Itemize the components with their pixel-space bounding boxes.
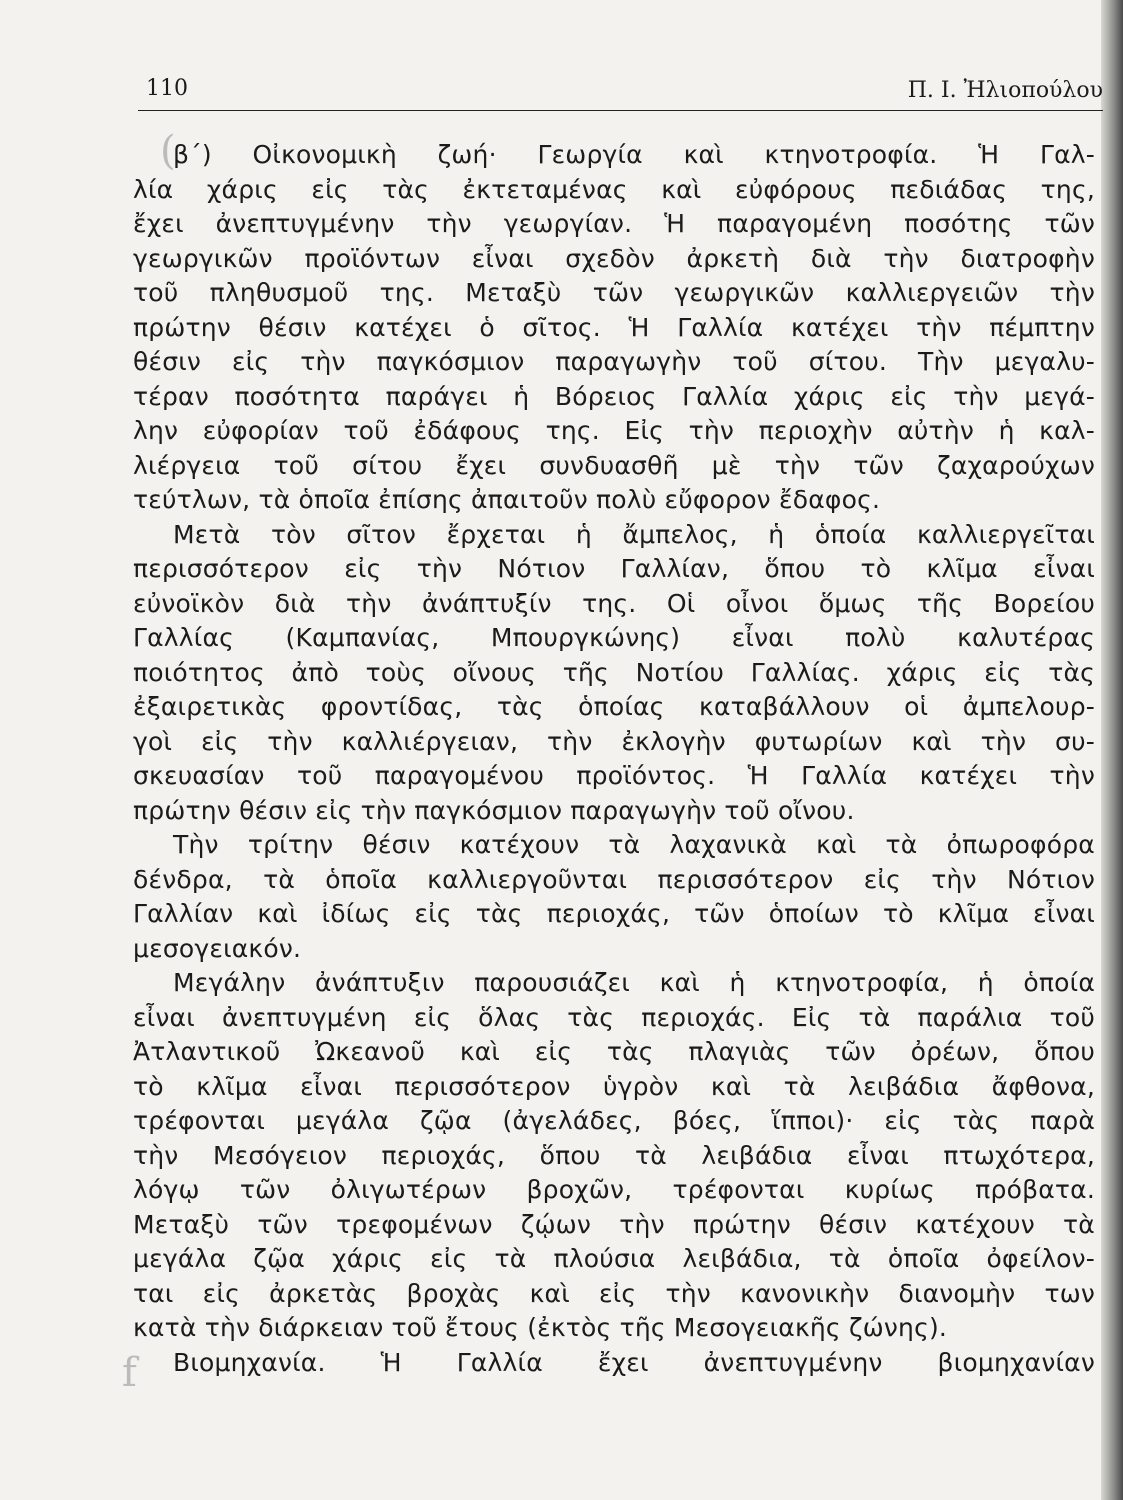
text-line: τὴν Μεσόγειον περιοχάς, ὅπου τὰ λειβάδια εἶναι πτωχότερα, <box>133 1140 1095 1170</box>
text-line: ται εἰς ἀρκετὰς βροχὰς καὶ εἰς τὴν κανονικὴν διανομὴν των <box>133 1278 1095 1308</box>
text-line: Γαλλίαν καὶ ἰδίως εἰς τὰς περιοχάς, τῶν ὁποίων τὸ κλῖμα εἶναι <box>133 899 1095 928</box>
text-line: Μεταξὺ τῶν τρεφομένων ζῴων τὴν πρώτην θέσιν κατέχουν τὰ <box>133 1209 1095 1239</box>
text-line: Μεγάλην ἀνάπτυξιν παρουσιάζει καὶ ἡ κτηνοτροφία, ἡ ὁποία <box>173 968 1095 997</box>
text-line: β΄) Οἰκονομικὴ ζωή· Γεωργία καὶ κτηνοτροφία. Ἡ Γαλ- <box>173 140 1095 169</box>
running-head: Π. Ι. Ἠλιοπούλου <box>907 78 1103 103</box>
text-line: εἶναι ἀνεπτυγμένη εἰς ὅλας τὰς περιοχάς. Εἰς τὰ παράλια τοῦ <box>133 1002 1095 1032</box>
text-line: δένδρα, τὰ ὁποῖα καλλιεργοῦνται περισσότερον εἰς τὴν Νότιον <box>133 864 1095 894</box>
header-rule <box>138 110 1103 111</box>
text-line: τεύτλων, τὰ ὁποῖα ἐπίσης ἀπαιτοῦν πολὺ εὔφορον ἔδαφος. <box>133 485 881 514</box>
page-number: 110 <box>146 76 188 101</box>
text-line: κατὰ τὴν διάρκειαν τοῦ ἔτους (ἐκτὸς τῆς Μεσογειακῆς ζώνης). <box>133 1313 948 1342</box>
text-line: πρώτην θέσιν κατέχει ὁ σῖτος. Ἡ Γαλλία κατέχει τὴν πέμπτην <box>133 312 1095 342</box>
text-line: τοῦ πληθυσμοῦ της. Μεταξὺ τῶν γεωργικῶν καλλιεργειῶν τὴν <box>133 278 1095 307</box>
text-line: τὸ κλῖμα εἶναι περισσότερον ὑγρὸν καὶ τὰ λειβάδια ἄφθονα, <box>133 1071 1095 1101</box>
page-header <box>138 72 1103 108</box>
text-line: λιέργεια τοῦ σίτου ἔχει συνδυασθῆ μὲ τὴν τῶν ζαχαρούχων <box>133 450 1095 480</box>
text-line: μεγάλα ζῷα χάρις εἰς τὰ πλούσια λειβάδια, τὰ ὁποῖα ὀφείλον- <box>133 1244 1095 1273</box>
text-line: ἐξαιρετικὰς φροντίδας, τὰς ὁποίας καταβάλλουν οἱ ἀμπελουρ- <box>133 692 1095 721</box>
text-line: Ἀτλαντικοῦ Ὠκεανοῦ καὶ εἰς τὰς πλαγιὰς τῶν ὀρέων, ὅπου <box>133 1037 1095 1066</box>
text-line: λην εὐφορίαν τοῦ ἐδάφους της. Εἰς τὴν περιοχὴν αὐτὴν ἡ καλ- <box>133 416 1095 445</box>
text-line: περισσότερον εἰς τὴν Νότιον Γαλλίαν, ὅπου τὸ κλῖμα εἶναι <box>133 554 1095 583</box>
margin-pencil-mark: f <box>122 1350 137 1396</box>
text-line: θέσιν εἰς τὴν παγκόσμιον παραγωγὴν τοῦ σίτου. Τὴν μεγαλυ- <box>133 347 1095 376</box>
margin-pencil-mark: ( <box>160 128 176 174</box>
text-line: τέραν ποσότητα παράγει ἡ Βόρειος Γαλλία χάρις εἰς τὴν μεγά- <box>133 381 1095 411</box>
text-line: Τὴν τρίτην θέσιν κατέχουν τὰ λαχανικὰ καὶ τὰ ὀπωροφόρα <box>173 830 1095 859</box>
text-line: Γαλλίας (Καμπανίας, Μπουργκώνης) εἶναι πολὺ καλυτέρας <box>133 623 1095 652</box>
text-line: Βιομηχανία. Ἡ Γαλλία ἔχει ἀνεπτυγμένην βιομηχανίαν <box>173 1347 1095 1377</box>
text-line: ἔχει ἀνεπτυγμένην τὴν γεωργίαν. Ἡ παραγομένη ποσότης τῶν <box>133 209 1095 238</box>
text-line: τρέφονται μεγάλα ζῷα (ἀγελάδες, βόες, ἵπποι)· εἰς τὰς παρὰ <box>133 1106 1095 1135</box>
text-line: ποιότητος ἀπὸ τοὺς οἴνους τῆς Νοτίου Γαλλίας. χάρις εἰς τὰς <box>133 657 1095 687</box>
text-line: λόγῳ τῶν ὀλιγωτέρων βροχῶν, τρέφονται κυρίως πρόβατα. <box>133 1175 1095 1204</box>
text-line: σκευασίαν τοῦ παραγομένου προϊόντος. Ἡ Γαλλία κατέχει τὴν <box>133 761 1095 790</box>
text-line: εὐνοϊκὸν διὰ τὴν ἀνάπτυξίν της. Οἱ οἶνοι ὅμως τῆς Βορείου <box>133 588 1095 618</box>
text-line: Μετὰ τὸν σῖτον ἔρχεται ἡ ἄμπελος, ἡ ὁποία καλλιεργεῖται <box>173 519 1095 549</box>
text-line: μεσογειακόν. <box>133 933 302 963</box>
text-line: πρώτην θέσιν εἰς τὴν παγκόσμιον παραγωγὴν τοῦ οἴνου. <box>133 795 855 825</box>
page-binding-shadow <box>1101 0 1123 1500</box>
text-line: γεωργικῶν προϊόντων εἶναι σχεδὸν ἀρκετὴ διὰ τὴν διατροφὴν <box>133 243 1095 273</box>
text-line: γοὶ εἰς τὴν καλλιέργειαν, τὴν ἐκλογὴν φυτωρίων καὶ τὴν συ- <box>133 726 1095 756</box>
text-line: λία χάρις εἰς τὰς ἐκτεταμένας καὶ εὐφόρους πεδιάδας της, <box>133 174 1095 204</box>
body-text <box>133 138 1095 1380</box>
